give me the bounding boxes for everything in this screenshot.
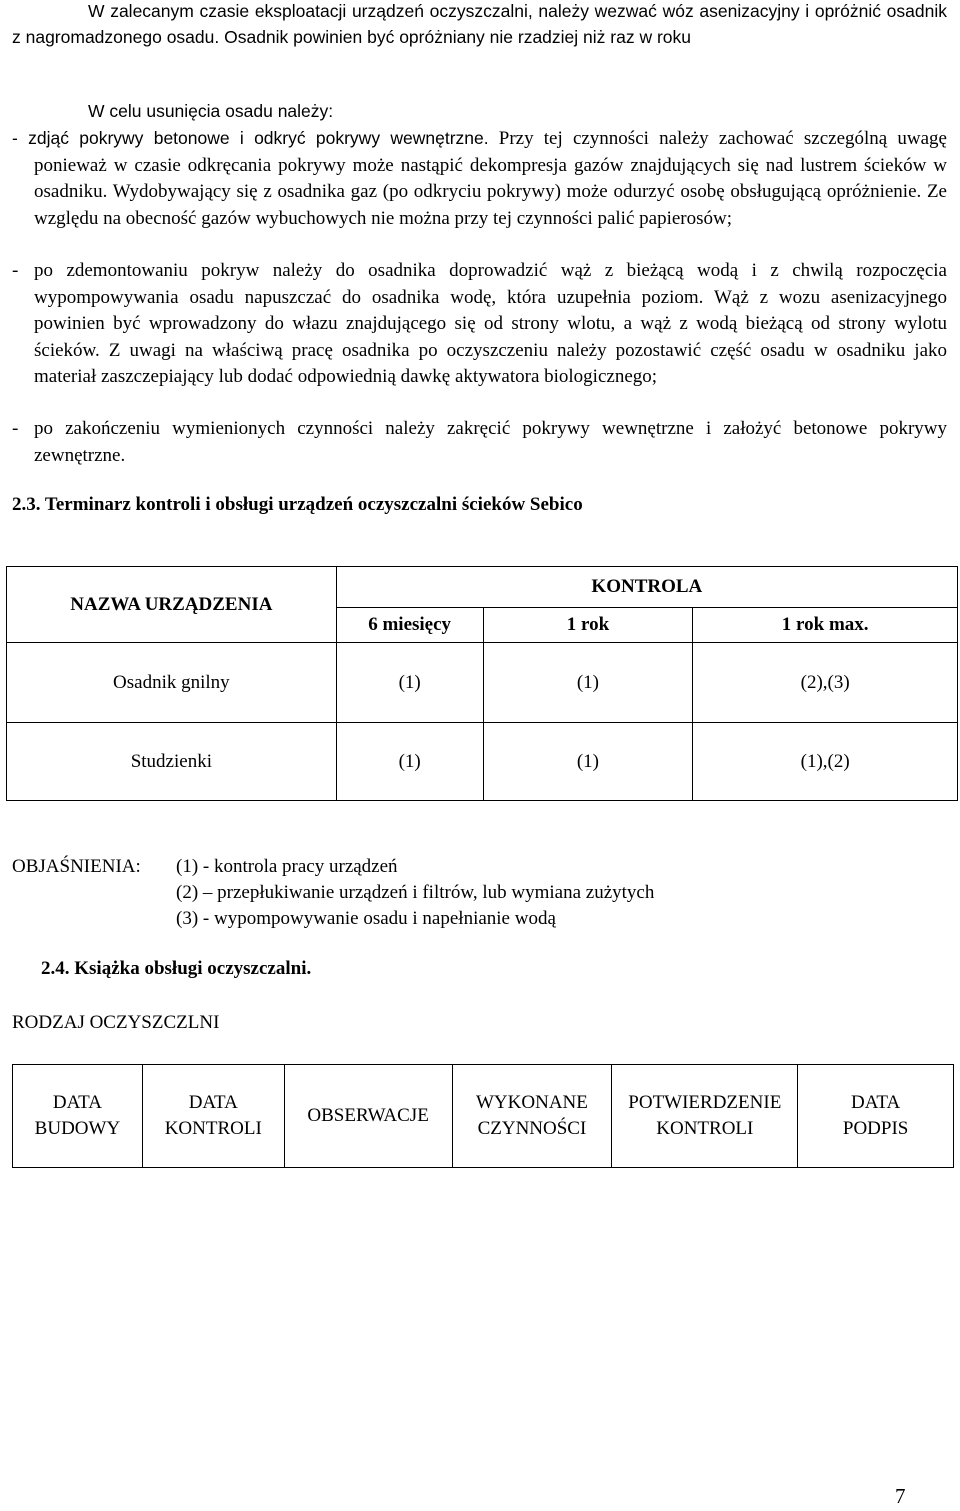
row-device-name: Osadnik gnilny — [7, 643, 337, 723]
section-heading-2-4: 2.4. Książka obsługi oczyszczalni. — [41, 958, 312, 979]
device-name-header: NAZWA URZĄDZENIA — [7, 567, 337, 643]
interval-1-year-max: 1 rok max. — [693, 608, 958, 643]
logbook-table — [12, 1064, 954, 1168]
row-value: (1) — [483, 643, 693, 723]
intro-paragraph — [12, 0, 947, 50]
interval-6-months: 6 miesięcy — [336, 608, 483, 643]
page-number: 7 — [895, 1484, 906, 1508]
row-value: (2),(3) — [693, 643, 958, 723]
intro-text: W zalecanym czasie eksploatacji urządzeń oczyszczalni, należy wezwać wóz asenizacyjny i opróżnić osadnik z nagromadzonego osadu. Osadnik powinien być opróżniany nie rzadziej niż raz w roku — [12, 1, 947, 47]
bullet-dash: - — [12, 418, 19, 439]
row-value: (1) — [336, 643, 483, 723]
legend-item: (2) – przepłukiwanie urządzeń i filtrów, lub wymiana zużytych — [176, 882, 655, 903]
schedule-table — [6, 566, 958, 801]
table-row — [7, 643, 958, 723]
bullet-continuation: Przy tej czynności należy zachować szczególną uwagę ponieważ w czasie odkręcania pokrywy może nastąpić dekompresja gazów znajdujących się nad lustrem ścieków w osadniku. Wydobywający się z osadnika gaz (po odkryciu pokrywy) może odurzyć osobę obsługującą opróżnienie. Ze względu na obecność gazów wybuchowych nie można przy tej czynności palić papierosów; — [34, 128, 947, 229]
removal-intro: W celu usunięcia osadu należy: — [88, 101, 334, 121]
control-header: KONTROLA — [336, 567, 957, 608]
bullet-remove-covers — [12, 125, 947, 232]
bullet-dash: - — [12, 260, 19, 281]
header-inspection-date: DATA KONTROLI — [142, 1065, 284, 1168]
row-value: (1) — [483, 723, 693, 801]
row-value: (1) — [336, 723, 483, 801]
table-row — [7, 723, 958, 801]
row-value: (1),(2) — [693, 723, 958, 801]
header-date-signature: DATA PODPIS — [798, 1065, 954, 1168]
header-build-date: DATA BUDOWY — [13, 1065, 143, 1168]
legend-label: OBJAŚNIENIA: — [12, 856, 141, 877]
header-observations: OBSERWACJE — [284, 1065, 452, 1168]
legend-item: (3) - wypompowywanie osadu i napełnianie wodą — [176, 908, 556, 929]
section-heading-2-3: 2.3. Terminarz kontroli i obsługi urządzeń oczyszczalni ścieków Sebico — [12, 494, 583, 515]
header-inspection-confirmation: POTWIERDZENIE KONTROLI — [612, 1065, 798, 1168]
plant-type-label: RODZAJ OCZYSZCZLNI — [12, 1012, 220, 1033]
legend-item: (1) - kontrola pracy urządzeń — [176, 856, 398, 877]
row-device-name: Studzienki — [7, 723, 337, 801]
bullet-hose: - po zdemontowaniu pokryw należy do osadnika doprowadzić wąż z bieżącą wodą i z chwilą rozpoczęcia wypompowywania osadu napuszczać do osadnika wodę, która uzupełnia poziom. Wąż z wozu asenizacyjnego powinien być wprowadzony do włazu znajdującego się od strony wlotu, a wąż z wodą bieżącą od strony wylotu ścieków. Z uwagi na właściwą pracę osadnika po oczyszczeniu należy pozostawić część osadu w osadniku jako materiał zaszczepiający lub dodać odpowiednią dawkę aktywatora biologicznego; — [12, 260, 947, 387]
bullet-lead: - zdjąć pokrywy betonowe i odkryć pokrywy wewnętrzne. — [12, 128, 489, 148]
interval-1-year: 1 rok — [483, 608, 693, 643]
bullet-close-covers: - po zakończeniu wymienionych czynności należy zakręcić pokrywy wewnętrzne i założyć betonowe pokrywy zewnętrzne. — [12, 418, 947, 466]
header-actions-performed: WYKONANE CZYNNOŚCI — [452, 1065, 612, 1168]
